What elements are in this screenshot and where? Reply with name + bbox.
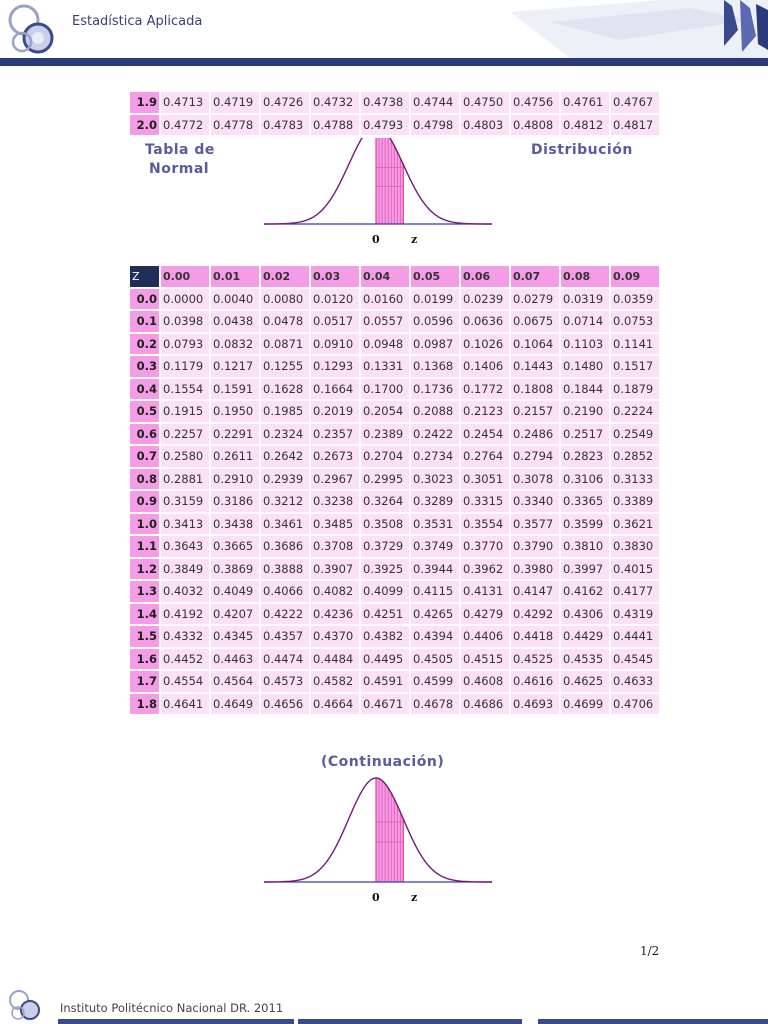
footer-bar-1 — [58, 1019, 294, 1024]
z-row-label: 1.3 — [130, 581, 159, 602]
probability-cell: 0.4798 — [411, 115, 459, 136]
z-row-label: 0.6 — [130, 424, 159, 445]
z-row-label: 0.3 — [130, 356, 159, 377]
probability-cell: 0.3686 — [261, 536, 309, 557]
column-header: 0.07 — [511, 266, 559, 287]
table-row — [130, 694, 659, 715]
probability-cell: 0.4726 — [261, 92, 309, 113]
probability-cell: 0.0832 — [211, 334, 259, 355]
probability-cell: 0.4545 — [611, 649, 659, 670]
probability-cell: 0.3749 — [411, 536, 459, 557]
probability-cell: 0.2019 — [311, 401, 359, 422]
column-header: 0.04 — [361, 266, 409, 287]
probability-cell: 0.4535 — [561, 649, 609, 670]
probability-cell: 0.4817 — [611, 115, 659, 136]
probability-cell: 0.4582 — [311, 671, 359, 692]
column-header: 0.06 — [461, 266, 509, 287]
probability-cell: 0.0199 — [411, 289, 459, 310]
z-column-header: Z — [130, 266, 159, 287]
table-row — [130, 311, 659, 332]
probability-cell: 0.2517 — [561, 424, 609, 445]
probability-cell: 0.0438 — [211, 311, 259, 332]
probability-cell: 0.4625 — [561, 671, 609, 692]
footer-bar-3 — [538, 1019, 768, 1024]
probability-cell: 0.3159 — [161, 491, 209, 512]
probability-cell: 0.4678 — [411, 694, 459, 715]
probability-cell: 0.1406 — [461, 356, 509, 377]
z-row-label: 1.7 — [130, 671, 159, 692]
probability-cell: 0.1293 — [311, 356, 359, 377]
column-header: 0.08 — [561, 266, 609, 287]
probability-cell: 0.1915 — [161, 401, 209, 422]
probability-cell: 0.4812 — [561, 115, 609, 136]
probability-cell: 0.4357 — [261, 626, 309, 647]
probability-cell: 0.2823 — [561, 446, 609, 467]
table-row — [130, 356, 659, 377]
probability-cell: 0.1808 — [511, 379, 559, 400]
column-header: 0.09 — [611, 266, 659, 287]
probability-cell: 0.3665 — [211, 536, 259, 557]
probability-cell: 0.1879 — [611, 379, 659, 400]
column-header: 0.03 — [311, 266, 359, 287]
page-header — [0, 0, 768, 68]
probability-cell: 0.2054 — [361, 401, 409, 422]
header-decoration-icon — [510, 0, 768, 58]
probability-cell: 0.3264 — [361, 491, 409, 512]
probability-cell: 0.3770 — [461, 536, 509, 557]
probability-cell: 0.4207 — [211, 604, 259, 625]
probability-cell: 0.1255 — [261, 356, 309, 377]
probability-cell: 0.0359 — [611, 289, 659, 310]
caption-tabla-de: Tabla de — [145, 142, 215, 158]
caption-continuacion: (Continuación) — [321, 754, 445, 770]
top-z-table — [128, 90, 661, 137]
probability-cell: 0.4082 — [311, 581, 359, 602]
probability-cell: 0.2257 — [161, 424, 209, 445]
probability-cell: 0.4484 — [311, 649, 359, 670]
probability-cell: 0.4222 — [261, 604, 309, 625]
probability-cell: 0.4147 — [511, 581, 559, 602]
probability-cell: 0.3531 — [411, 514, 459, 535]
probability-cell: 0.3621 — [611, 514, 659, 535]
probability-cell: 0.3849 — [161, 559, 209, 580]
probability-cell: 0.2224 — [611, 401, 659, 422]
probability-cell: 0.4049 — [211, 581, 259, 602]
z-row-label: 1.5 — [130, 626, 159, 647]
probability-cell: 0.1480 — [561, 356, 609, 377]
z-row-label: 1.1 — [130, 536, 159, 557]
footer-bar-2 — [298, 1019, 522, 1024]
probability-cell: 0.4641 — [161, 694, 209, 715]
table-row — [130, 424, 659, 445]
z-row-label: 1.6 — [130, 649, 159, 670]
probability-cell: 0.4332 — [161, 626, 209, 647]
probability-cell: 0.2734 — [411, 446, 459, 467]
table-row — [130, 581, 659, 602]
probability-cell: 0.2389 — [361, 424, 409, 445]
header-bar — [0, 58, 768, 66]
probability-cell: 0.2852 — [611, 446, 659, 467]
z-row-label: 0.7 — [130, 446, 159, 467]
z-row-label: 1.0 — [130, 514, 159, 535]
probability-cell: 0.2642 — [261, 446, 309, 467]
column-header: 0.05 — [411, 266, 459, 287]
probability-cell: 0.4406 — [461, 626, 509, 647]
probability-cell: 0.4732 — [311, 92, 359, 113]
z-row-label: 0.5 — [130, 401, 159, 422]
z-row-label: 0.0 — [130, 289, 159, 310]
probability-cell: 0.3962 — [461, 559, 509, 580]
probability-cell: 0.0987 — [411, 334, 459, 355]
probability-cell: 0.4279 — [461, 604, 509, 625]
probability-cell: 0.4115 — [411, 581, 459, 602]
probability-cell: 0.3413 — [161, 514, 209, 535]
probability-cell: 0.3289 — [411, 491, 459, 512]
probability-cell: 0.2910 — [211, 469, 259, 490]
probability-cell: 0.2157 — [511, 401, 559, 422]
probability-cell: 0.4772 — [161, 115, 209, 136]
column-header: 0.02 — [261, 266, 309, 287]
probability-cell: 0.0080 — [261, 289, 309, 310]
probability-cell: 0.2704 — [361, 446, 409, 467]
probability-cell: 0.3810 — [561, 536, 609, 557]
probability-cell: 0.4463 — [211, 649, 259, 670]
probability-cell: 0.2486 — [511, 424, 559, 445]
z-row-label: 0.2 — [130, 334, 159, 355]
probability-cell: 0.4429 — [561, 626, 609, 647]
probability-cell: 0.4671 — [361, 694, 409, 715]
probability-cell: 0.3869 — [211, 559, 259, 580]
probability-cell: 0.2422 — [411, 424, 459, 445]
probability-cell: 0.3729 — [361, 536, 409, 557]
probability-cell: 0.1331 — [361, 356, 409, 377]
z-row-label: 0.1 — [130, 311, 159, 332]
probability-cell: 0.3212 — [261, 491, 309, 512]
probability-cell: 0.0948 — [361, 334, 409, 355]
probability-cell: 0.3980 — [511, 559, 559, 580]
caption-distribucion: Distribución — [531, 142, 633, 158]
probability-cell: 0.4306 — [561, 604, 609, 625]
probability-cell: 0.3830 — [611, 536, 659, 557]
probability-cell: 0.0279 — [511, 289, 559, 310]
z-row-label: 0.9 — [130, 491, 159, 512]
probability-cell: 0.3907 — [311, 559, 359, 580]
probability-cell: 0.4783 — [261, 115, 309, 136]
probability-cell: 0.4573 — [261, 671, 309, 692]
table-row — [130, 469, 659, 490]
column-header: 0.01 — [211, 266, 259, 287]
probability-cell: 0.4177 — [611, 581, 659, 602]
probability-cell: 0.0753 — [611, 311, 659, 332]
probability-cell: 0.1736 — [411, 379, 459, 400]
probability-cell: 0.4793 — [361, 115, 409, 136]
probability-cell: 0.3708 — [311, 536, 359, 557]
table-row — [130, 649, 659, 670]
probability-cell: 0.0793 — [161, 334, 209, 355]
table-row — [130, 559, 659, 580]
curve-top-zero-label: 0 — [372, 233, 380, 246]
table-row — [130, 401, 659, 422]
z-row-label: 1.4 — [130, 604, 159, 625]
table-row — [130, 289, 659, 310]
probability-cell: 0.0398 — [161, 311, 209, 332]
probability-cell: 0.3051 — [461, 469, 509, 490]
shaded-area — [376, 138, 403, 224]
probability-cell: 0.1700 — [361, 379, 409, 400]
probability-cell: 0.4608 — [461, 671, 509, 692]
probability-cell: 0.3997 — [561, 559, 609, 580]
probability-cell: 0.4452 — [161, 649, 209, 670]
probability-cell: 0.0120 — [311, 289, 359, 310]
ipn-logo-icon — [6, 2, 62, 56]
probability-cell: 0.2580 — [161, 446, 209, 467]
probability-cell: 0.4032 — [161, 581, 209, 602]
footer-text: Instituto Politécnico Nacional DR. 2011 — [60, 1001, 284, 1015]
probability-cell: 0.1844 — [561, 379, 609, 400]
probability-cell: 0.3389 — [611, 491, 659, 512]
probability-cell: 0.4441 — [611, 626, 659, 647]
probability-cell: 0.3643 — [161, 536, 209, 557]
normal-curve-bottom — [262, 776, 494, 886]
probability-cell: 0.4713 — [161, 92, 209, 113]
probability-cell: 0.1554 — [161, 379, 209, 400]
probability-cell: 0.0596 — [411, 311, 459, 332]
probability-cell: 0.4505 — [411, 649, 459, 670]
table-row — [130, 491, 659, 512]
probability-cell: 0.1179 — [161, 356, 209, 377]
probability-cell: 0.4192 — [161, 604, 209, 625]
probability-cell: 0.4788 — [311, 115, 359, 136]
z-row-label: 0.4 — [130, 379, 159, 400]
probability-cell: 0.4382 — [361, 626, 409, 647]
table-row — [130, 626, 659, 647]
probability-cell: 0.4495 — [361, 649, 409, 670]
probability-cell: 0.4756 — [511, 92, 559, 113]
probability-cell: 0.3888 — [261, 559, 309, 580]
table-row — [130, 115, 659, 136]
probability-cell: 0.3508 — [361, 514, 409, 535]
probability-cell: 0.4738 — [361, 92, 409, 113]
probability-cell: 0.4418 — [511, 626, 559, 647]
probability-cell: 0.2088 — [411, 401, 459, 422]
probability-cell: 0.4099 — [361, 581, 409, 602]
probability-cell: 0.4515 — [461, 649, 509, 670]
header-title: Estadística Aplicada — [72, 14, 203, 29]
probability-cell: 0.3599 — [561, 514, 609, 535]
probability-cell: 0.3078 — [511, 469, 559, 490]
probability-cell: 0.2794 — [511, 446, 559, 467]
probability-cell: 0.4803 — [461, 115, 509, 136]
probability-cell: 0.4616 — [511, 671, 559, 692]
probability-cell: 0.4664 — [311, 694, 359, 715]
caption-normal: Normal — [149, 161, 210, 177]
probability-cell: 0.2939 — [261, 469, 309, 490]
probability-cell: 0.4345 — [211, 626, 259, 647]
probability-cell: 0.3340 — [511, 491, 559, 512]
probability-cell: 0.3315 — [461, 491, 509, 512]
probability-cell: 0.4265 — [411, 604, 459, 625]
probability-cell: 0.4706 — [611, 694, 659, 715]
probability-cell: 0.4525 — [511, 649, 559, 670]
probability-cell: 0.4719 — [211, 92, 259, 113]
probability-cell: 0.3577 — [511, 514, 559, 535]
probability-cell: 0.4656 — [261, 694, 309, 715]
probability-cell: 0.0160 — [361, 289, 409, 310]
probability-cell: 0.4808 — [511, 115, 559, 136]
probability-cell: 0.1985 — [261, 401, 309, 422]
probability-cell: 0.4370 — [311, 626, 359, 647]
table-row — [130, 92, 659, 113]
probability-cell: 0.0517 — [311, 311, 359, 332]
probability-cell: 0.4251 — [361, 604, 409, 625]
probability-cell: 0.3365 — [561, 491, 609, 512]
probability-cell: 0.4744 — [411, 92, 459, 113]
main-z-table — [128, 264, 661, 716]
probability-cell: 0.1103 — [561, 334, 609, 355]
probability-cell: 0.4162 — [561, 581, 609, 602]
probability-cell: 0.0910 — [311, 334, 359, 355]
probability-cell: 0.4319 — [611, 604, 659, 625]
probability-cell: 0.1664 — [311, 379, 359, 400]
probability-cell: 0.1517 — [611, 356, 659, 377]
probability-cell: 0.4693 — [511, 694, 559, 715]
table-row — [130, 446, 659, 467]
probability-cell: 0.2995 — [361, 469, 409, 490]
probability-cell: 0.3925 — [361, 559, 409, 580]
probability-cell: 0.4131 — [461, 581, 509, 602]
probability-cell: 0.4767 — [611, 92, 659, 113]
probability-cell: 0.4236 — [311, 604, 359, 625]
z-row-label: 1.8 — [130, 694, 159, 715]
probability-cell: 0.2611 — [211, 446, 259, 467]
curve-top-z-label: z — [411, 233, 418, 246]
probability-cell: 0.1591 — [211, 379, 259, 400]
probability-cell: 0.1217 — [211, 356, 259, 377]
probability-cell: 0.4778 — [211, 115, 259, 136]
probability-cell: 0.1368 — [411, 356, 459, 377]
probability-cell: 0.2123 — [461, 401, 509, 422]
table-row — [130, 536, 659, 557]
probability-cell: 0.4686 — [461, 694, 509, 715]
probability-cell: 0.2357 — [311, 424, 359, 445]
probability-cell: 0.4591 — [361, 671, 409, 692]
probability-cell: 0.1443 — [511, 356, 559, 377]
z-row-label: 0.8 — [130, 469, 159, 490]
footer-logo-icon — [6, 988, 46, 1022]
z-row-label: 1.2 — [130, 559, 159, 580]
probability-cell: 0.0239 — [461, 289, 509, 310]
probability-cell: 0.3944 — [411, 559, 459, 580]
probability-cell: 0.3106 — [561, 469, 609, 490]
probability-cell: 0.2967 — [311, 469, 359, 490]
probability-cell: 0.2190 — [561, 401, 609, 422]
probability-cell: 0.3485 — [311, 514, 359, 535]
probability-cell: 0.2881 — [161, 469, 209, 490]
table-row — [130, 671, 659, 692]
probability-cell: 0.2454 — [461, 424, 509, 445]
probability-cell: 0.4292 — [511, 604, 559, 625]
probability-cell: 0.2291 — [211, 424, 259, 445]
probability-cell: 0.4599 — [411, 671, 459, 692]
probability-cell: 0.4699 — [561, 694, 609, 715]
probability-cell: 0.4015 — [611, 559, 659, 580]
probability-cell: 0.4066 — [261, 581, 309, 602]
probability-cell: 0.4633 — [611, 671, 659, 692]
probability-cell: 0.4554 — [161, 671, 209, 692]
probability-cell: 0.0675 — [511, 311, 559, 332]
probability-cell: 0.1026 — [461, 334, 509, 355]
probability-cell: 0.1628 — [261, 379, 309, 400]
probability-cell: 0.4564 — [211, 671, 259, 692]
normal-curve-top — [262, 138, 494, 228]
curve-bottom-z-label: z — [411, 891, 418, 904]
probability-cell: 0.3790 — [511, 536, 559, 557]
probability-cell: 0.4761 — [561, 92, 609, 113]
probability-cell: 0.3133 — [611, 469, 659, 490]
probability-cell: 0.0000 — [161, 289, 209, 310]
z-row-label: 2.0 — [130, 115, 159, 136]
probability-cell: 0.3554 — [461, 514, 509, 535]
probability-cell: 0.0714 — [561, 311, 609, 332]
probability-cell: 0.4750 — [461, 92, 509, 113]
column-header: 0.00 — [161, 266, 209, 287]
probability-cell: 0.4394 — [411, 626, 459, 647]
z-row-label: 1.9 — [130, 92, 159, 113]
probability-cell: 0.3186 — [211, 491, 259, 512]
probability-cell: 0.2764 — [461, 446, 509, 467]
table-row — [130, 514, 659, 535]
probability-cell: 0.0478 — [261, 311, 309, 332]
probability-cell: 0.2549 — [611, 424, 659, 445]
table-row — [130, 604, 659, 625]
probability-cell: 0.4649 — [211, 694, 259, 715]
shaded-area — [376, 778, 403, 882]
probability-cell: 0.3238 — [311, 491, 359, 512]
probability-cell: 0.1141 — [611, 334, 659, 355]
probability-cell: 0.0319 — [561, 289, 609, 310]
probability-cell: 0.3023 — [411, 469, 459, 490]
table-row — [130, 334, 659, 355]
probability-cell: 0.1950 — [211, 401, 259, 422]
probability-cell: 0.0871 — [261, 334, 309, 355]
table-row — [130, 379, 659, 400]
page-number: 1/2 — [640, 944, 660, 958]
probability-cell: 0.1772 — [461, 379, 509, 400]
curve-bottom-zero-label: 0 — [372, 891, 380, 904]
probability-cell: 0.3438 — [211, 514, 259, 535]
probability-cell: 0.2673 — [311, 446, 359, 467]
probability-cell: 0.1064 — [511, 334, 559, 355]
probability-cell: 0.4474 — [261, 649, 309, 670]
probability-cell: 0.0636 — [461, 311, 509, 332]
probability-cell: 0.3461 — [261, 514, 309, 535]
probability-cell: 0.0040 — [211, 289, 259, 310]
probability-cell: 0.2324 — [261, 424, 309, 445]
probability-cell: 0.0557 — [361, 311, 409, 332]
